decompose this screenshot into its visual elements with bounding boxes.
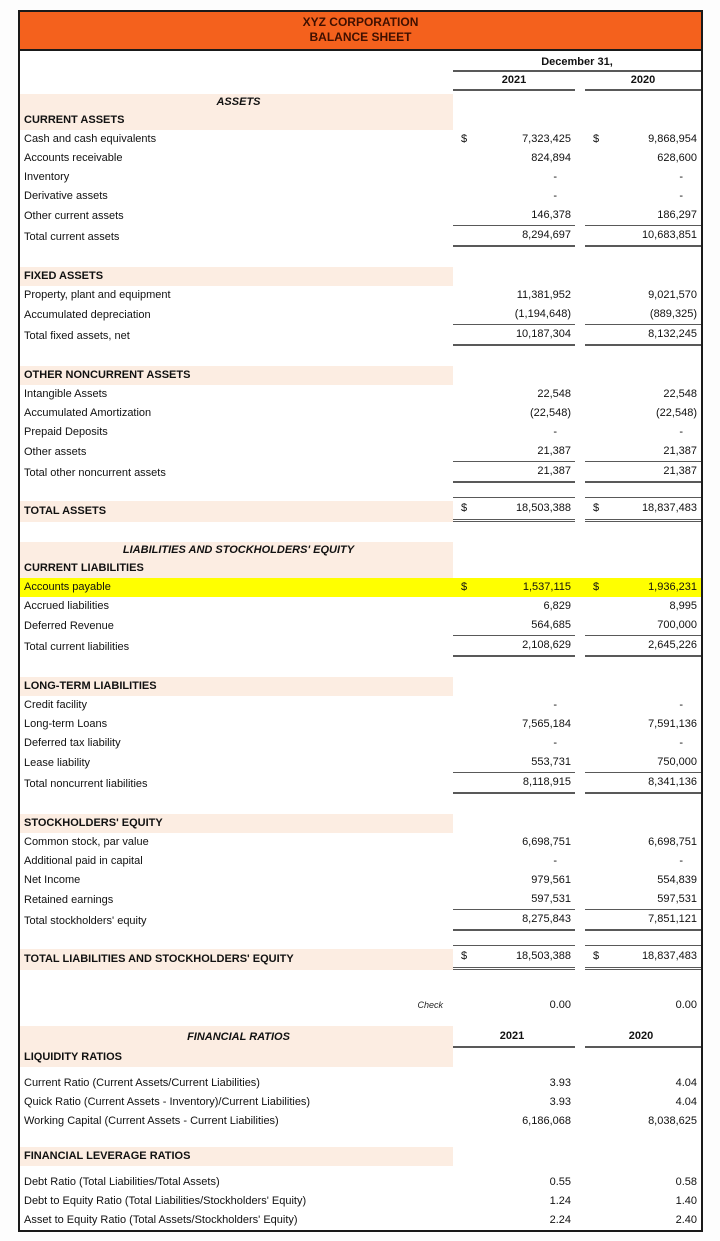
line-item-row [20,753,701,773]
amount-value: 21,387 [663,465,697,477]
line-item-row [20,890,701,910]
amount-value: 4.04 [675,1096,697,1108]
subtotal-row [20,226,701,247]
spacer-row [20,931,701,945]
amount-value: - [679,190,683,202]
amount-2020 [585,187,701,206]
row-label: Current Ratio (Current Assets/Current Liabilities) [24,1077,260,1089]
amount-2021 [453,305,575,325]
balance-sheet [18,10,703,1232]
amount-2021 [453,994,575,1016]
row-label: FINANCIAL RATIOS [20,1026,453,1048]
amount-value: 9,868,954 [648,133,697,145]
spacer-row [20,346,701,366]
amount-value: - [553,426,557,438]
amount-value: - [553,190,557,202]
spacer-row [20,1166,701,1173]
line-item-row [20,286,701,305]
amount-2020 [585,636,701,657]
row-label: Lease liability [24,757,91,769]
row-label: FINANCIAL LEVERAGE RATIOS [20,1147,453,1166]
amount-2021 [453,1192,575,1211]
dollar-sign: $ [593,133,600,145]
ratios-header-row [20,1026,701,1048]
subtotal-row [20,462,701,483]
amount-value: 9,021,570 [648,289,697,301]
amount-2020 [585,616,701,636]
dollar-sign: $ [461,581,468,593]
amount-value: 824,894 [531,152,571,164]
dollar-sign: $ [593,502,600,514]
amount-value: 2021 [499,1030,525,1042]
line-item-row [20,1211,701,1230]
row-label: LIQUIDITY RATIOS [20,1048,453,1067]
amount-value: 564,685 [531,619,571,631]
amount-2021 [453,597,575,616]
amount-2021 [453,442,575,462]
row-label: Total current liabilities [24,641,130,653]
amount-value: 0.00 [549,999,571,1011]
row-label: Net Income [24,874,81,886]
row-label: Other assets [24,446,87,458]
row-label: Debt Ratio (Total Liabilities/Total Assets) [24,1176,220,1188]
row-label: Derivative assets [24,190,108,202]
row-label: Intangible Assets [24,388,108,400]
line-item-row [20,442,701,462]
row-label: Working Capital (Current Assets - Current Liabilities) [24,1115,279,1127]
amount-value: 3.93 [549,1077,571,1089]
amount-2020 [585,1074,701,1093]
row-label: Deferred tax liability [24,737,121,749]
year-header-row [20,72,701,91]
grand-total-row [20,945,701,970]
check-row [20,994,701,1016]
line-item-row [20,833,701,852]
amount-value: - [553,855,557,867]
amount-2020 [585,305,701,325]
amount-2020 [585,423,701,442]
amount-value: 1.40 [675,1195,697,1207]
amount-2021 [453,325,575,346]
row-label: TOTAL LIABILITIES AND STOCKHOLDERS' EQUITY [20,949,453,970]
amount-2020 [585,325,701,346]
amount-value: 7,851,121 [648,913,697,925]
amount-value: 2.40 [675,1214,697,1226]
amount-2021 [453,149,575,168]
row-label: Long-term Loans [24,718,108,730]
amount-2021 [453,833,575,852]
amount-2021 [453,1211,575,1230]
amount-value: 1,537,115 [522,581,571,593]
amount-2021 [453,578,575,597]
row-label: Common stock, par value [24,836,149,848]
section-header-row [20,677,701,696]
amount-value: 2.24 [549,1214,571,1226]
row-label: FIXED ASSETS [20,267,453,286]
subtotal-row [20,325,701,346]
section-header-row [20,366,701,385]
amount-value: - [553,737,557,749]
sheet-rows [20,94,701,1230]
amount-2020 [585,994,701,1016]
date-header-row [20,55,701,72]
line-item-row [20,696,701,715]
amount-2020 [585,404,701,423]
amount-2020 [585,1112,701,1131]
amount-value: 700,000 [657,619,697,631]
company-name: XYZ CORPORATION [302,15,419,29]
amount-2020 [585,442,701,462]
subtotal-row [20,636,701,657]
year-column-2020: 2020 [585,72,701,91]
line-item-row [20,1173,701,1192]
spacer-row [20,247,701,267]
amount-2020 [585,1026,701,1048]
amount-value: 18,503,388 [515,950,571,962]
amount-2021 [453,404,575,423]
amount-value: 18,837,483 [641,950,697,962]
amount-value: - [679,737,683,749]
amount-value: 10,683,851 [641,229,697,241]
spacer-row [20,970,701,994]
amount-2021 [453,1112,575,1131]
row-label: Accrued liabilities [24,600,109,612]
line-item-row [20,1192,701,1211]
amount-2020 [585,890,701,910]
line-item-row [20,852,701,871]
amount-2020 [585,734,701,753]
row-label: Total stockholders' equity [24,915,147,927]
line-item-row [20,616,701,636]
year-column-2021: 2021 [453,72,575,91]
amount-value: 146,378 [531,209,571,221]
section-title-row [20,94,701,111]
amount-value: 1,936,231 [648,581,697,593]
amount-value: - [679,171,683,183]
row-label: CURRENT LIABILITIES [20,559,453,578]
amount-2021 [453,696,575,715]
amount-value: 0.00 [675,999,697,1011]
section-title-row [20,542,701,559]
line-item-row [20,130,701,149]
row-label: Inventory [24,171,70,183]
amount-2020 [585,130,701,149]
amount-2020 [585,773,701,794]
dollar-sign: $ [461,133,468,145]
amount-2021 [453,385,575,404]
date-label: December 31, [453,55,701,72]
amount-2020 [585,753,701,773]
amount-value: 8,341,136 [648,776,697,788]
row-label: STOCKHOLDERS' EQUITY [20,814,453,833]
amount-2021 [453,616,575,636]
row-label: Total current assets [24,231,120,243]
spacer-row [20,657,701,677]
line-item-row [20,385,701,404]
line-item-row [20,305,701,325]
row-label: Debt to Equity Ratio (Total Liabilities/Stockholders' Equity) [24,1195,307,1207]
amount-2020 [585,597,701,616]
row-label: LIABILITIES AND STOCKHOLDERS' EQUITY [20,542,453,559]
row-label: Prepaid Deposits [24,426,108,438]
amount-value: 1.24 [549,1195,571,1207]
row-label: Accounts receivable [24,152,123,164]
line-item-row [20,1112,701,1131]
row-label: OTHER NONCURRENT ASSETS [20,366,453,385]
spacer-row [20,522,701,542]
amount-2020 [585,910,701,931]
amount-value: 8,275,843 [522,913,571,925]
amount-value: 597,531 [657,893,697,905]
amount-value: 7,323,425 [522,133,571,145]
spacer-row [20,483,701,497]
grand-total-row [20,497,701,522]
amount-value: 2,108,629 [522,639,571,651]
amount-value: 4.04 [675,1077,697,1089]
amount-2021 [453,890,575,910]
amount-2021 [453,286,575,305]
amount-2021 [453,462,575,483]
row-label: Retained earnings [24,894,114,906]
amount-value: 554,839 [657,874,697,886]
amount-value: 7,591,136 [648,718,697,730]
amount-value: 8,132,245 [648,328,697,340]
amount-2020 [585,696,701,715]
row-label: Total fixed assets, net [24,330,130,342]
amount-2020 [585,945,701,970]
amount-value: (1,194,648) [514,308,571,320]
line-item-row [20,149,701,168]
amount-2020 [585,206,701,226]
amount-value: - [679,855,683,867]
amount-value: 6,186,068 [522,1115,571,1127]
line-item-row [20,597,701,616]
amount-value: 979,561 [531,874,571,886]
amount-2020 [585,286,701,305]
amount-2020 [585,833,701,852]
amount-2020 [585,226,701,247]
amount-2021 [453,130,575,149]
amount-value: 6,698,751 [522,836,571,848]
amount-value: - [553,171,557,183]
row-label: LONG-TERM LIABILITIES [20,677,453,696]
amount-value: - [553,699,557,711]
amount-value: 7,565,184 [522,718,571,730]
line-item-row-highlighted [20,578,701,597]
row-label: CURRENT ASSETS [20,111,453,130]
line-item-row [20,734,701,753]
amount-2020 [585,168,701,187]
amount-value: 750,000 [657,756,697,768]
amount-2021 [453,734,575,753]
spacer-row [20,1016,701,1026]
amount-2020 [585,1192,701,1211]
row-label: Total noncurrent liabilities [24,778,148,790]
amount-value: 8,294,697 [522,229,571,241]
amount-value: 2020 [628,1030,654,1042]
row-label: Total other noncurrent assets [24,467,166,479]
amount-value: 2,645,226 [648,639,697,651]
spacer-row [20,794,701,814]
section-header-row [20,1048,701,1067]
amount-2021 [453,753,575,773]
amount-value: 3.93 [549,1096,571,1108]
row-label: Cash and cash equivalents [24,133,157,145]
row-label: Other current assets [24,210,124,222]
amount-2021 [453,206,575,226]
dollar-sign: $ [461,502,468,514]
amount-2021 [453,423,575,442]
row-label: Credit facility [24,699,87,711]
row-label: TOTAL ASSETS [20,501,453,522]
amount-value: 22,548 [663,388,697,400]
row-label: ASSETS [20,94,453,111]
row-label: Additional paid in capital [24,855,143,867]
amount-2021 [453,1026,575,1048]
amount-2021 [453,1074,575,1093]
dollar-sign: $ [593,581,600,593]
amount-value: 18,837,483 [641,502,697,514]
dollar-sign: $ [593,950,600,962]
amount-value: 10,187,304 [515,328,571,340]
amount-value: 6,698,751 [648,836,697,848]
report-title: BALANCE SHEET [309,30,412,44]
line-item-row [20,206,701,226]
row-label: Accumulated Amortization [24,407,152,419]
row-label: Property, plant and equipment [24,289,171,301]
amount-value: 628,600 [657,152,697,164]
section-header-row [20,814,701,833]
amount-value: 0.55 [549,1176,571,1188]
amount-2021 [453,945,575,970]
row-label: Check [417,1000,443,1010]
amount-2021 [453,226,575,247]
amount-2021 [453,1173,575,1192]
amount-value: 8,038,625 [648,1115,697,1127]
amount-2020 [585,385,701,404]
amount-2021 [453,773,575,794]
amount-2021 [453,852,575,871]
amount-value: 18,503,388 [515,502,571,514]
amount-value: 8,118,915 [522,776,571,788]
row-label: Accounts payable [24,581,111,593]
amount-2020 [585,578,701,597]
amount-2020 [585,149,701,168]
line-item-row [20,1093,701,1112]
amount-value: - [679,426,683,438]
amount-2020 [585,1173,701,1192]
amount-value: (889,325) [649,308,697,320]
amount-2020 [585,852,701,871]
amount-2020 [585,715,701,734]
amount-value: (22,548) [530,407,571,419]
line-item-row [20,404,701,423]
section-header-row [20,267,701,286]
amount-value: 8,995 [669,600,697,612]
line-item-row [20,423,701,442]
amount-2020 [585,462,701,483]
amount-2021 [453,187,575,206]
amount-value: (22,548) [656,407,697,419]
line-item-row [20,187,701,206]
subtotal-row [20,910,701,931]
dollar-sign: $ [461,950,468,962]
amount-value: 597,531 [531,893,571,905]
line-item-row [20,168,701,187]
amount-value: 186,297 [657,209,697,221]
section-header-row [20,559,701,578]
amount-2020 [585,1211,701,1230]
section-header-row [20,1147,701,1166]
amount-value: 11,381,952 [516,289,571,301]
amount-value: 553,731 [531,756,571,768]
amount-value: 22,548 [537,388,571,400]
amount-value: 0.58 [675,1176,697,1188]
amount-value: 21,387 [663,445,697,457]
spacer-row [20,1067,701,1074]
amount-2020 [585,497,701,522]
subtotal-row [20,773,701,794]
amount-value: 21,387 [537,465,571,477]
title-banner [20,12,701,51]
amount-2021 [453,497,575,522]
amount-value: - [679,699,683,711]
line-item-row [20,1074,701,1093]
row-label: Asset to Equity Ratio (Total Assets/Stockholders' Equity) [24,1214,298,1226]
spacer-row [20,1131,701,1147]
amount-2021 [453,1093,575,1112]
row-label: Accumulated depreciation [24,309,151,321]
amount-2021 [453,871,575,890]
row-label: Deferred Revenue [24,620,114,632]
amount-2021 [453,910,575,931]
line-item-row [20,715,701,734]
amount-value: 21,387 [537,445,571,457]
amount-2021 [453,715,575,734]
line-item-row [20,871,701,890]
row-label: Quick Ratio (Current Assets - Inventory)/Current Liabilities) [24,1096,311,1108]
section-header-row [20,111,701,130]
amount-2020 [585,1093,701,1112]
amount-2021 [453,168,575,187]
amount-2021 [453,636,575,657]
amount-2020 [585,871,701,890]
amount-value: 6,829 [543,600,571,612]
